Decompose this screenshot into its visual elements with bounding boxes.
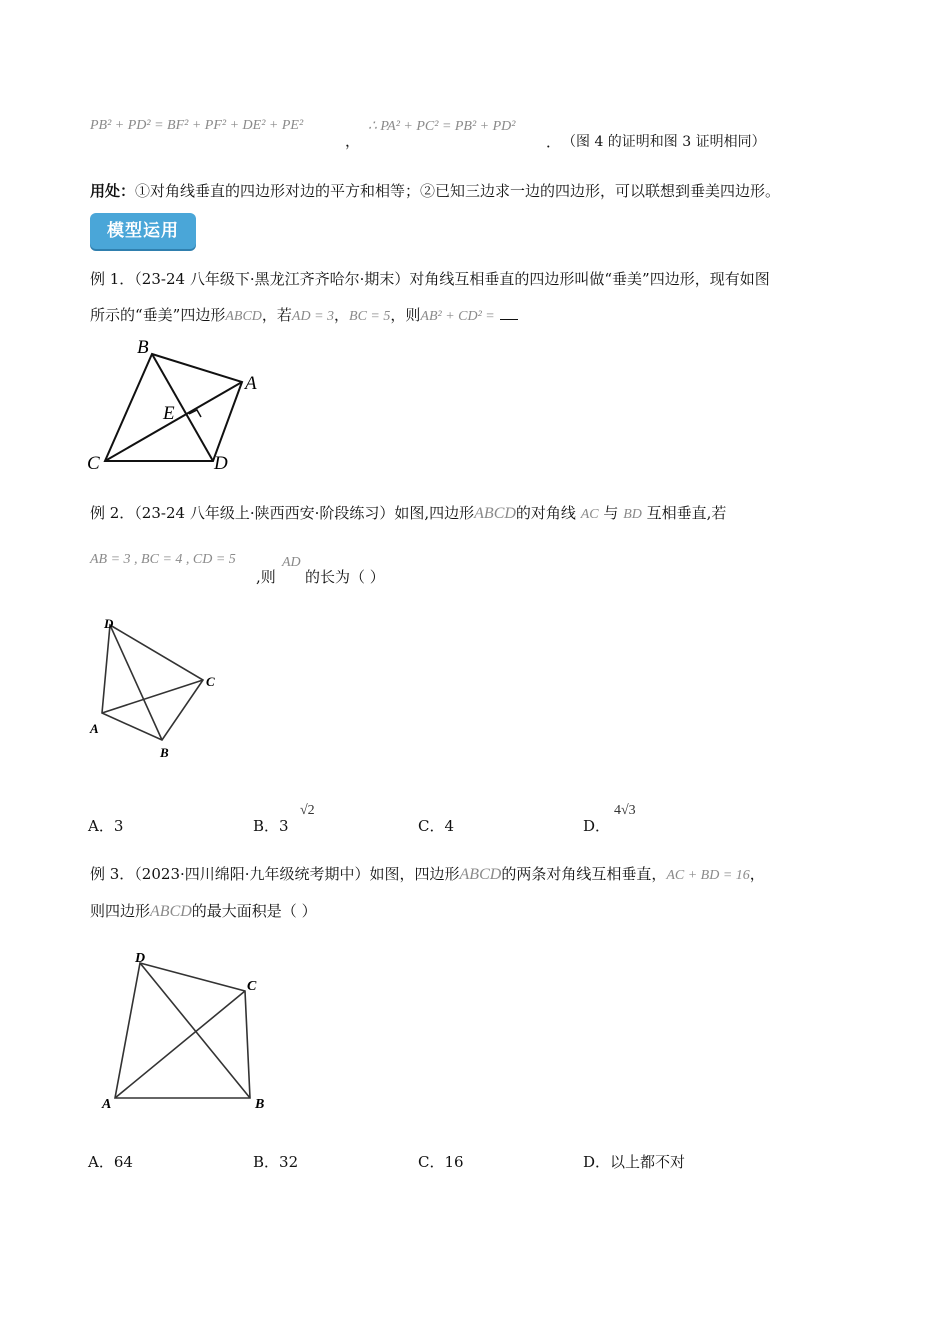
ex1-label-d: D — [214, 453, 228, 474]
ex3-option-a-label: A． — [88, 1153, 114, 1171]
ex2-option-c-label: C． — [418, 817, 445, 835]
ex3-text-b: 的最大面积是（ ） — [191, 902, 317, 920]
ex3-quad: ABCD — [459, 866, 502, 883]
ex3-label-a: A — [102, 1097, 112, 1112]
proof-separator: ， — [345, 132, 361, 150]
ex2-figure — [80, 610, 230, 760]
ex1-line1: 例 1．（23-24 八年级下·黑龙江齐齐哈尔·期末）对角线互相垂直的四边形叫做“垂美”四边形，现有如图 — [90, 270, 770, 288]
ex1-figure — [80, 330, 280, 475]
ex3-mid: 的两条对角线互相垂直， — [501, 865, 667, 883]
ex2-option-c-value: 4 — [444, 817, 455, 835]
ex2-option-c — [418, 815, 454, 836]
ex3-label-d: D — [135, 951, 146, 966]
ex3-option-c-value: 16 — [444, 1153, 464, 1171]
ex1-bc: BC = 5 — [349, 309, 391, 324]
ex2-option-b-value: 3 — [279, 817, 289, 835]
ex3-diagonal-ac — [115, 991, 245, 1098]
ex1-quad: ABCD — [225, 309, 262, 324]
ex2-quad: ABCD — [474, 505, 516, 522]
ex2-line1 — [90, 502, 726, 523]
ex2-mid2: 与 — [603, 504, 619, 522]
ex1-answer-blank — [500, 305, 518, 320]
ex1-line2 — [90, 304, 518, 325]
ex2-tail: 的长为（ ） — [305, 568, 385, 586]
ex3-quad2: ABCD — [150, 903, 192, 920]
proof-note: （图 4 的证明和图 3 证明相同） — [562, 134, 766, 150]
ex3-line1 — [90, 863, 765, 884]
ex2-option-b-label: B． — [253, 817, 280, 835]
ex2-label-a: A — [90, 721, 99, 736]
ex2-diagonal-ac — [102, 680, 203, 713]
ex1-comma: ， — [334, 306, 350, 324]
ex1-label-e: E — [163, 403, 175, 424]
ex2-option-a-value: 3 — [113, 817, 124, 835]
ex2-option-a-label: A． — [88, 817, 114, 835]
ex2-label-c: C — [206, 674, 215, 689]
section-badge: 模型运用 — [90, 213, 196, 249]
ex3-option-c — [418, 1151, 464, 1172]
ex2-prefix: 例 2．（23-24 八年级上·陕西西安·阶段练习）如图,四边形 — [90, 504, 475, 522]
ex1-text-c: ，则 — [390, 306, 421, 324]
ex3-quadrilateral — [115, 963, 250, 1098]
ex1-label-b: B — [137, 337, 149, 358]
usage-line — [90, 180, 780, 201]
usage-label: 用处： — [90, 182, 136, 200]
ex2-diagonal-bd — [110, 625, 162, 740]
proof-equation-1: PB² + PD² = BF² + PF² + DE² + PE² — [90, 118, 304, 133]
ex1-text-b: ，若 — [261, 306, 292, 324]
ex3-figure — [90, 940, 280, 1120]
ex2-option-d-label: D． — [583, 817, 611, 835]
ex3-label-b: B — [255, 1097, 265, 1112]
ex1-ad: AD = 3 — [291, 309, 335, 324]
ex2-ac: AC — [580, 507, 599, 522]
ex3-option-d — [583, 1151, 685, 1172]
ex2-option-a — [88, 815, 123, 836]
ex2-then: ,则 — [256, 568, 276, 586]
ex3-option-c-label: C． — [418, 1153, 445, 1171]
ex3-diagonal-db — [140, 963, 250, 1098]
ex3-option-d-label: D． — [583, 1153, 611, 1171]
ex3-option-b-label: B． — [253, 1153, 280, 1171]
ex2-option-b — [253, 815, 289, 836]
ex2-condition: AB = 3 , BC = 4 , CD = 5 — [90, 552, 236, 567]
ex3-text-a: 则四边形 — [90, 902, 151, 920]
ex3-comma: ， — [749, 865, 765, 883]
proof-equation-2: ∴ PA² + PC² = PB² + PD² — [368, 119, 516, 134]
ex1-label-a: A — [245, 373, 257, 394]
ex1-label-c: C — [87, 453, 100, 474]
ex3-option-a — [88, 1151, 133, 1172]
ex2-suffix: 互相垂直,若 — [646, 504, 727, 522]
ex3-option-b-value: 32 — [279, 1153, 299, 1171]
ex2-option-b-radical: √2 — [300, 803, 315, 818]
ex3-option-a-value: 64 — [113, 1153, 133, 1171]
ex1-expr: AB² + CD² = — [420, 309, 495, 324]
ex2-label-d: D — [104, 616, 114, 631]
ex2-ad: AD — [282, 555, 301, 570]
ex3-cond: AC + BD = 16 — [666, 868, 750, 883]
ex2-bd: BD — [623, 507, 642, 522]
ex2-label-b: B — [160, 745, 169, 760]
usage-text: ①对角线垂直的四边形对边的平方和相等；②已知三边求一边的四边形，可以联想到垂美四边形。 — [135, 182, 781, 200]
ex3-label-c: C — [247, 979, 257, 994]
ex2-option-d — [583, 815, 610, 836]
ex2-option-d-value: 4√3 — [614, 803, 636, 818]
proof-dot: ． — [546, 133, 562, 151]
ex1-text-a: 所示的“垂美”四边形 — [90, 306, 226, 324]
ex3-line2 — [90, 900, 317, 921]
ex3-option-d-value: 以上都不对 — [610, 1153, 686, 1171]
ex2-mid1: 的对角线 — [515, 504, 576, 522]
ex3-option-b — [253, 1151, 298, 1172]
ex3-prefix: 例 3．（2023·四川绵阳·九年级统考期中）如图，四边形 — [90, 865, 460, 883]
